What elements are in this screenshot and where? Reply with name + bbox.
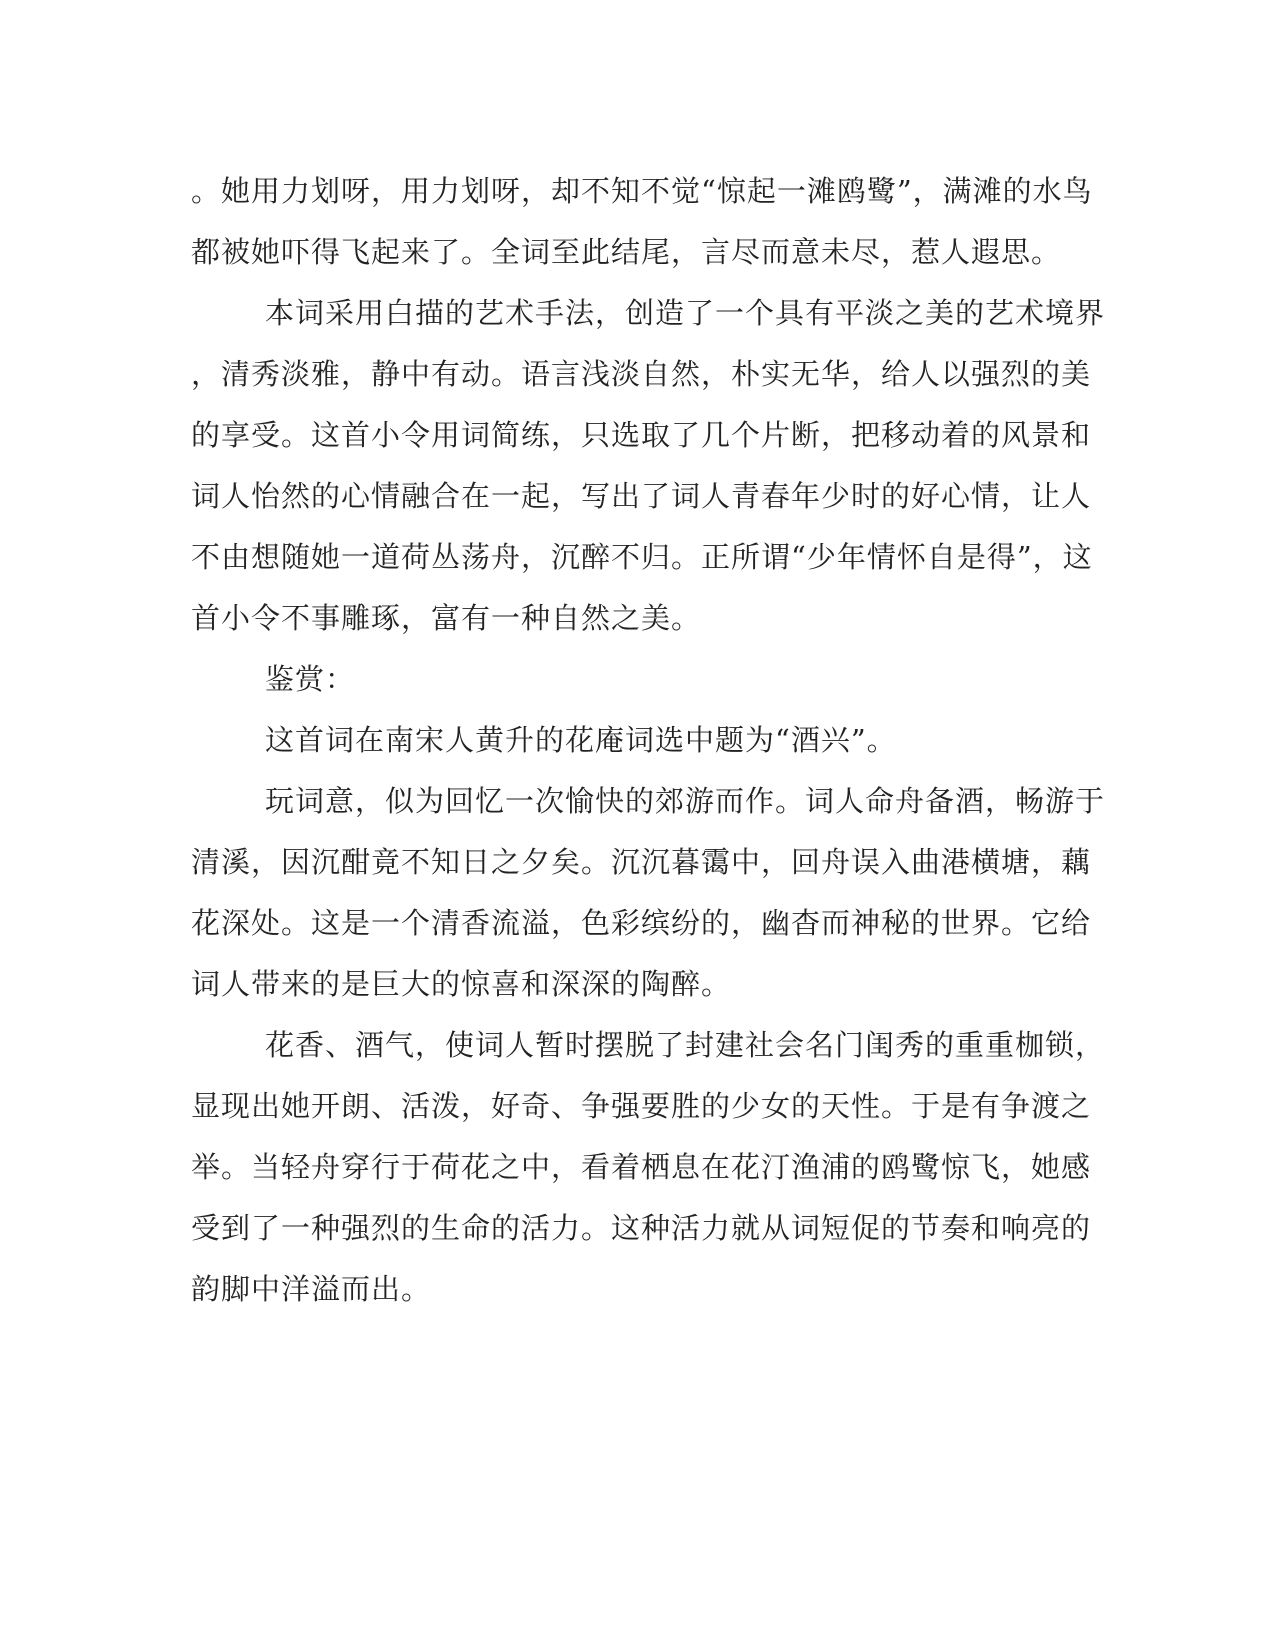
text-line: ，清秀淡雅，静中有动。语言浅淡自然，朴实无华，给人以强烈的美 <box>191 357 1092 391</box>
paragraph-start-line: 本词采用白描的艺术手法，创造了一个具有平淡之美的艺术境界 <box>265 296 1106 330</box>
text-line: 。她用力划呀，用力划呀，却不知不觉“惊起一滩鸥鹭”，满滩的水鸟 <box>191 174 1093 208</box>
text-line: 举。当轻舟穿行于荷花之中，看着栖息在花汀渔浦的鸥鹭惊飞，她感 <box>191 1150 1092 1184</box>
document-body <box>191 161 1106 1320</box>
text-line: 受到了一种强烈的生命的活力。这种活力就从词短促的节奏和响亮的 <box>191 1211 1092 1245</box>
text-line: 的享受。这首小令用词简练，只选取了几个片断，把移动着的风景和 <box>191 418 1092 452</box>
section-heading: 鉴赏： <box>265 662 356 696</box>
text-line: 都被她吓得飞起来了。全词至此结尾，言尽而意未尽，惹人遐思。 <box>191 235 1062 269</box>
text-line: 词人怡然的心情融合在一起，写出了词人青春年少时的好心情，让人 <box>191 479 1092 513</box>
text-line: 韵脚中洋溢而出。 <box>191 1272 432 1306</box>
paragraph-start-line: 花香、酒气，使词人暂时摆脱了封建社会名门闺秀的重重枷锁， <box>265 1028 1106 1062</box>
text-line: 首小令不事雕琢，富有一种自然之美。 <box>191 601 702 635</box>
paragraph-start-line: 这首词在南宋人黄升的花庵词选中题为“酒兴”。 <box>265 723 897 757</box>
text-line: 词人带来的是巨大的惊喜和深深的陶醉。 <box>191 967 732 1001</box>
text-line: 清溪，因沉酣竟不知日之夕矣。沉沉暮霭中，回舟误入曲港横塘，藕 <box>191 845 1092 879</box>
text-line: 花深处。这是一个清香流溢，色彩缤纷的，幽杳而神秘的世界。它给 <box>191 906 1092 940</box>
text-line: 不由想随她一道荷丛荡舟，沉醉不归。正所谓“少年情怀自是得”，这 <box>191 540 1093 574</box>
text-line: 显现出她开朗、活泼，好奇、争强要胜的少女的天性。于是有争渡之 <box>191 1089 1092 1123</box>
paragraph-start-line: 玩词意，似为回忆一次愉快的郊游而作。词人命舟备酒，畅游于 <box>265 784 1106 818</box>
